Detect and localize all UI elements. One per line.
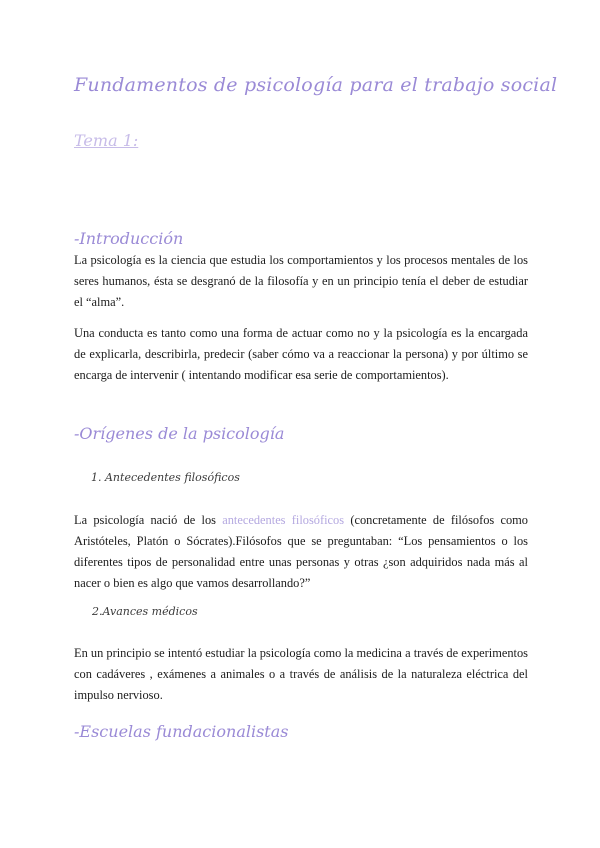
paragraph-origenes-1-before: La psicología nació de los xyxy=(74,513,223,527)
paragraph-origenes-2: En un principio se intentó estudiar la psicología como la medicina a través de experimentos con cadáveres , exámenes a animales o a través de análisis de la naturaleza eléctrica del impulso nervioso. xyxy=(74,646,528,702)
subheading-antecedentes: 1. Antecedentes filosóficos xyxy=(91,471,240,484)
subheading-avances-medicos: 2.Avances médicos xyxy=(92,605,198,618)
paragraph-introduccion-1: La psicología es la ciencia que estudia los comportamientos y los procesos mentales de los seres humanos, ésta se desgranó de la filosofía y en un principio tenía el deber de estudiar el “alma”. xyxy=(74,253,528,309)
section-heading-origenes: -Orígenes de la psicología xyxy=(74,424,285,443)
section-heading-escuelas: -Escuelas fundacionalistas xyxy=(74,722,289,741)
document-title: Fundamentos de psicología para el trabajo social xyxy=(74,74,558,96)
paragraph-origenes-1 xyxy=(74,510,528,594)
paragraph-introduccion-2: Una conducta es tanto como una forma de actuar como no y la psicología es la encargada de explicarla, describirla, predecir (saber cómo va a reaccionar la persona) y por último se encarga de intervenir ( intentando modificar esa serie de comportamientos). xyxy=(74,326,528,382)
section-heading-introduccion: -Introducción xyxy=(74,229,184,248)
tema-heading: Tema 1: xyxy=(74,131,139,150)
antecedentes-link[interactable]: antecedentes filosóficos xyxy=(222,513,345,527)
paragraph-origenes-1-after: (concretamente de filósofos como Aristóteles, Platón o Sócrates).Filósofos que se preguntaban: “Los pensamientos o los diferentes tipos de personalidad entre unas personas y otras ¿son adquiridos nada más al nacer o bien es algo que vamos desarrollando?” xyxy=(74,513,529,590)
